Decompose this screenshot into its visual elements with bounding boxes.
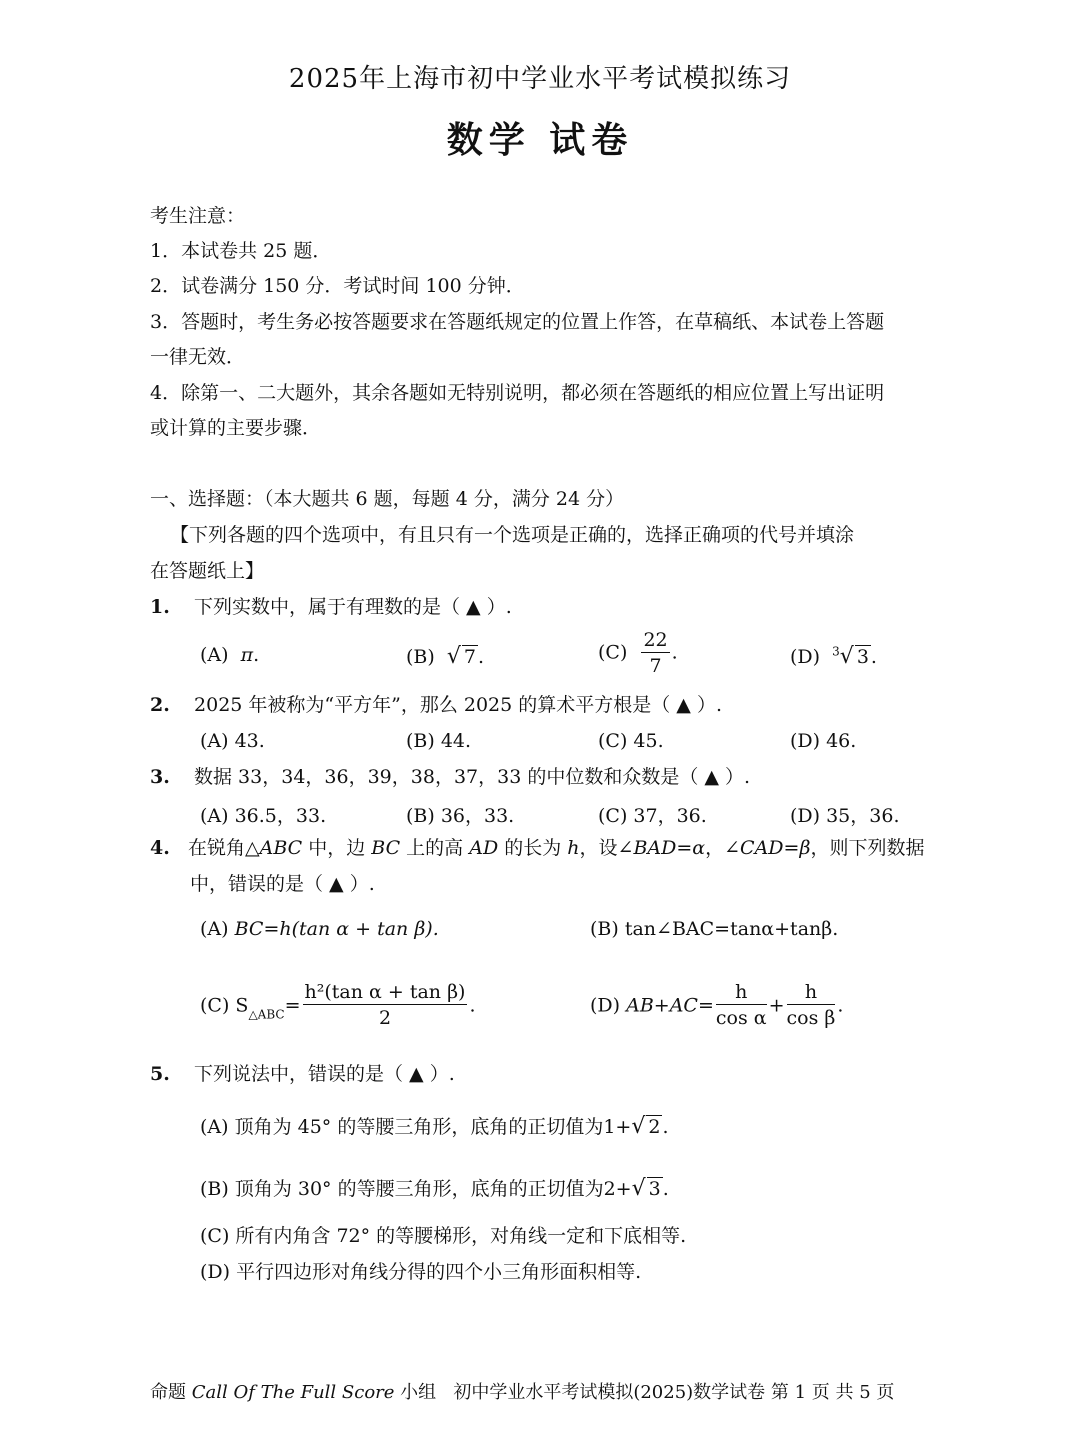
q1-option-a: (A) π.: [200, 644, 260, 666]
footer-brand: Call Of The Full Score: [191, 1382, 395, 1403]
section-instruction-cont: 在答题纸上】: [150, 560, 265, 582]
question-3: 3. 数据 33，34，36，39，38，37，33 的中位数和众数是（ ▲ ）.: [150, 766, 751, 788]
notice-item-3-cont: 一律无效．: [150, 346, 246, 368]
q5-option-c: (C) 所有内角含 72° 的等腰梯形，对角线一定和下底相等.: [200, 1225, 687, 1247]
notice-item-1: 1．本试卷共 25 题．: [150, 240, 332, 262]
notice-item-3: 3．答题时，考生务必按答题要求在答题纸规定的位置上作答，在草稿纸、本试卷上答题: [150, 311, 885, 333]
q1-option-c: (C) $\frac{22}{7}$ .: [598, 629, 678, 677]
fraction: $\frac{h}{\text{cos β}}$: [786, 981, 836, 1029]
notice-item-4-cont: 或计算的主要步骤．: [150, 417, 322, 439]
q3-option-c: (C) 37，36.: [598, 805, 707, 827]
question-stem: 下列实数中，属于有理数的是（ ▲ ）.: [194, 596, 512, 618]
question-4-cont: 中，错误的是（ ▲ ）.: [190, 873, 375, 895]
q1-option-d: (D) $^3$√ 3 .: [790, 644, 877, 669]
footer-page-info: 初中学业水平考试模拟(2025)数学试卷 第 1 页 共 5 页: [453, 1382, 895, 1403]
section-instruction: 【下列各题的四个选项中，有且只有一个选项是正确的，选择正确项的代号并填涂: [170, 524, 855, 546]
fraction: $\frac{\text{h²(tan α + tan β)}}{2}$: [304, 981, 466, 1029]
question-number: 1.: [150, 596, 170, 618]
q2-option-a: (A) 43.: [200, 730, 265, 752]
q4-option-d: (D) AB+AC= $\frac{h}{\text{cos α}}$ + $\frac{h}{\text{cos β}}$ .: [590, 981, 844, 1029]
notice-item-2: 2．试卷满分 150 分．考试时间 100 分钟．: [150, 275, 525, 297]
fraction: $\frac{h}{\text{cos α}}$: [715, 981, 767, 1029]
q4-option-c: (C) $S_{\triangle ABC}=$ $\frac{\text{h²(tan α + tan β)}}{2}$ .: [200, 981, 476, 1029]
question-4: 4. 在锐角△ABC 中，边 BC 上的高 AD 的长为 h，设∠BAD=α，∠CAD=β，则下列数据: [150, 837, 925, 859]
notice-item-4: 4．除第一、二大题外，其余各题如无特别说明，都必须在答题纸的相应位置上写出证明: [150, 382, 885, 404]
question-2: 2. 2025 年被称为“平方年”，那么 2025 的算术平方根是（ ▲ ）.: [150, 694, 722, 716]
section-heading: 一、选择题：（本大题共 6 题，每题 4 分，满分 24 分）: [150, 488, 625, 510]
q2-option-d: (D) 46.: [790, 730, 857, 752]
q5-option-d: (D) 平行四边形对角线分得的四个小三角形面积相等.: [200, 1261, 642, 1283]
paper-subtitle: 数学 试卷: [446, 119, 634, 161]
notice-heading: 考生注意：: [150, 205, 246, 227]
q4-option-b: (B) tan∠BAC=tanα+tanβ.: [590, 918, 839, 940]
q2-option-b: (B) 44.: [406, 730, 472, 752]
q5-option-b: (B) 顶角为 30° 的等腰三角形，底角的正切值为2+√ 3 .: [200, 1176, 669, 1201]
q4-option-a: (A) BC=h(tan α + tan β).: [200, 918, 439, 940]
q3-option-b: (B) 36，33.: [406, 805, 515, 827]
q1-option-b: (B) √ 7 .: [406, 644, 485, 669]
q3-option-a: (A) 36.5，33.: [200, 805, 327, 827]
fraction: $\frac{22}{7}$: [643, 629, 668, 677]
q3-option-d: (D) 35，36.: [790, 805, 900, 827]
q5-option-a: (A) 顶角为 45° 的等腰三角形，底角的正切值为1+√ 2 .: [200, 1114, 669, 1139]
q2-option-c: (C) 45.: [598, 730, 664, 752]
paper-title: 2025年上海市初中学业水平考试模拟练习: [288, 64, 792, 94]
question-5: 5. 下列说法中，错误的是（ ▲ ）.: [150, 1063, 455, 1085]
question-1: [150, 595, 512, 619]
page-footer: 命题 Call Of The Full Score 小组 初中学业水平考试模拟(2025)数学试卷 第 1 页 共 5 页: [150, 1382, 895, 1403]
